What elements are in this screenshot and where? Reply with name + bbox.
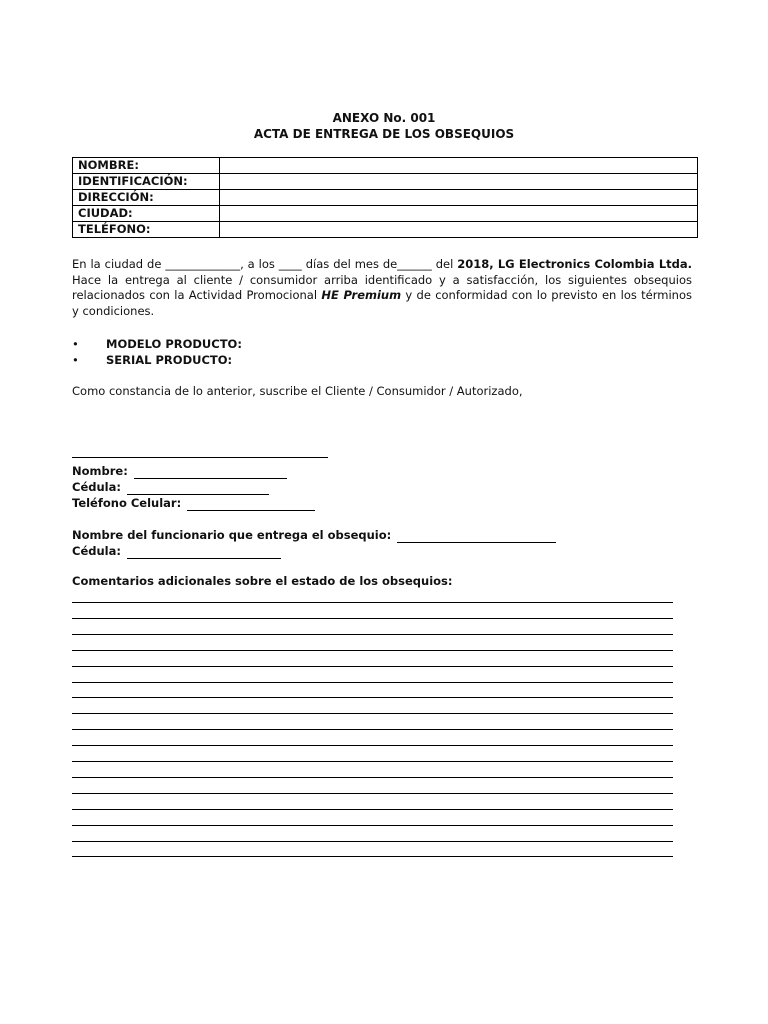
funcionario-cedula-row — [72, 543, 556, 559]
table-row — [73, 158, 698, 174]
delivery-paragraph — [72, 257, 692, 319]
ciudad-field[interactable] — [220, 206, 698, 222]
comment-line[interactable] — [72, 697, 673, 698]
document-title: ACTA DE ENTREGA DE LOS OBSEQUIOS — [253, 127, 515, 141]
signature-line[interactable] — [72, 457, 328, 458]
funcionario-section — [72, 527, 556, 559]
comment-line[interactable] — [72, 745, 673, 746]
signature-cedula-blank[interactable] — [127, 483, 269, 495]
comment-line[interactable] — [72, 650, 673, 651]
modelo-producto-label: MODELO PRODUCTO: — [106, 337, 242, 351]
table-row — [73, 206, 698, 222]
document-header — [0, 110, 768, 142]
paragraph-text-1: En la ciudad de _____________, a los ____ días del mes de______ del — [72, 257, 458, 271]
ciudad-label: CIUDAD: — [73, 206, 220, 222]
signature-cedula-label: Cédula: — [72, 480, 125, 494]
paragraph-text-3: y de conformidad con lo previsto en los términos y condiciones. — [72, 288, 692, 318]
paragraph-promo-name: HE Premium — [321, 288, 402, 302]
comment-line[interactable] — [72, 809, 673, 810]
comment-line[interactable] — [72, 713, 673, 714]
bullet-marker: • — [72, 337, 79, 351]
direccion-label: DIRECCIÓN: — [73, 190, 220, 206]
signature-telefono-blank[interactable] — [187, 499, 315, 511]
comment-line[interactable] — [72, 777, 673, 778]
comment-line[interactable] — [72, 666, 673, 667]
signature-fields — [72, 463, 315, 511]
comment-line[interactable] — [72, 682, 673, 683]
comment-line[interactable] — [72, 761, 673, 762]
constancia-text: Como constancia de lo anterior, suscribe el Cliente / Consumidor / Autorizado, — [72, 384, 523, 398]
comment-line[interactable] — [72, 618, 673, 619]
product-list — [72, 336, 242, 368]
comment-line[interactable] — [72, 634, 673, 635]
funcionario-cedula-label: Cédula: — [72, 544, 125, 558]
list-item — [72, 336, 242, 352]
paragraph-text-2: Hace la entrega al cliente / consumidor arriba identificado y a satisfacción, los siguientes obsequios relacionados con la Actividad Promocional — [72, 272, 692, 302]
signature-nombre-blank[interactable] — [134, 467, 287, 479]
funcionario-cedula-blank[interactable] — [127, 547, 281, 559]
identificacion-field[interactable] — [220, 174, 698, 190]
funcionario-row — [72, 527, 556, 543]
nombre-label: NOMBRE: — [73, 158, 220, 174]
signature-nombre-label: Nombre: — [72, 464, 132, 478]
comment-line[interactable] — [72, 793, 673, 794]
comment-line[interactable] — [72, 856, 673, 857]
comment-line[interactable] — [72, 729, 673, 730]
cedula-row — [72, 479, 315, 495]
list-item — [72, 352, 242, 368]
table-row — [73, 190, 698, 206]
comment-line[interactable] — [72, 825, 673, 826]
funcionario-label: Nombre del funcionario que entrega el obsequio: — [72, 528, 396, 542]
table-row — [73, 222, 698, 238]
bullet-marker: • — [72, 353, 79, 367]
paragraph-company: 2018, LG Electronics Colombia Ltda. — [457, 257, 693, 271]
client-identification-table — [72, 157, 698, 238]
funcionario-blank[interactable] — [397, 531, 556, 543]
nombre-row — [72, 463, 315, 479]
telefono-row — [72, 495, 315, 511]
table-row — [73, 174, 698, 190]
telefono-label: TELÉFONO: — [73, 222, 220, 238]
annex-number: ANEXO No. 001 — [332, 111, 436, 125]
comentarios-title: Comentarios adicionales sobre el estado de los obsequios: — [72, 574, 453, 588]
nombre-field[interactable] — [220, 158, 698, 174]
comment-line[interactable] — [72, 841, 673, 842]
direccion-field[interactable] — [220, 190, 698, 206]
signature-telefono-label: Teléfono Celular: — [72, 496, 186, 510]
comment-line[interactable] — [72, 602, 673, 603]
telefono-field[interactable] — [220, 222, 698, 238]
serial-producto-label: SERIAL PRODUCTO: — [106, 353, 233, 367]
identificacion-label: IDENTIFICACIÓN: — [73, 174, 220, 190]
